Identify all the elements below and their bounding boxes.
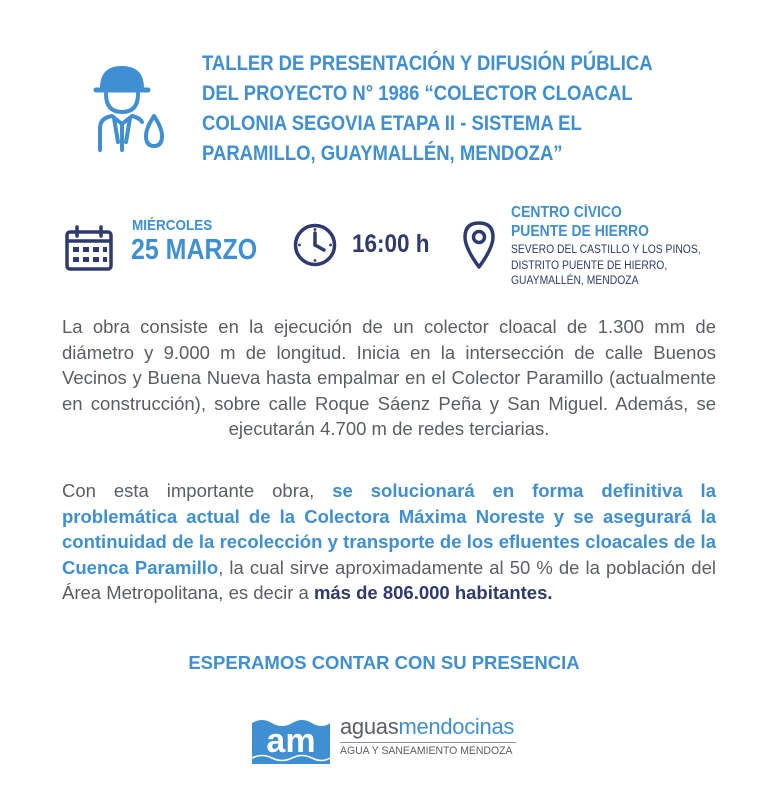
address-line: DISTRITO PUENTE DE HIERRO,: [511, 259, 668, 272]
address-line: GUAYMALLÉN, MENDOZA: [511, 275, 639, 287]
event-day-name: MIÉRCOLES: [132, 217, 213, 234]
logo-wordmark: [340, 714, 514, 740]
closing-invitation: ESPERAMOS CONTAR CON SU PRESENCIA: [188, 652, 580, 673]
location-pin-icon: [462, 220, 496, 270]
clock-icon: [292, 222, 338, 268]
venue-line: CENTRO CÍVICO: [511, 204, 622, 221]
worker-with-water-drop-icon: [88, 62, 170, 154]
impact-text: , la cual sirve aproximadamente al 50 % de la población del Área Metropolitana, es decir a: [62, 556, 716, 603]
venue-line: PUENTE DE HIERRO: [511, 223, 649, 240]
address-line: SEVERO DEL CASTILLO Y LOS PINOS,: [511, 244, 701, 256]
title-line: COLONIA SEGOVIA ETAPA II - SISTEMA EL: [202, 111, 582, 135]
title-line: TALLER DE PRESENTACIÓN Y DIFUSIÓN PÚBLICA: [202, 51, 653, 75]
impact-highlight: se solucionará en forma definitiva la problemática actual de la Colectora Máxima Noreste y se asegurará la continuidad de la recolección y transporte de los efluentes cloacales de la Cuenca Paramillo: [62, 480, 716, 578]
project-impact: [62, 478, 716, 606]
calendar-icon: [64, 224, 114, 272]
logo-word-mendocinas: mendocinas: [398, 714, 515, 739]
event-venue: [511, 203, 649, 241]
logo-tagline: AGUA Y SANEAMIENTO MENDOZA: [340, 745, 513, 757]
event-address: [511, 243, 701, 290]
impact-text: Con esta importante obra,: [62, 480, 333, 501]
aguas-mendocinas-logo: [252, 712, 522, 770]
event-title: [202, 48, 666, 168]
event-date: 25 MARZO: [131, 234, 258, 266]
event-time: 16:00 h: [352, 230, 430, 258]
logo-divider: [340, 742, 516, 743]
title-line: PARAMILLO, GUAYMALLÉN, MENDOZA”: [202, 141, 563, 165]
title-line: DEL PROYECTO N° 1986 “COLECTOR CLOACAL: [202, 81, 633, 105]
logo-mark-letters: am: [266, 722, 316, 760]
population-highlight: más de 806.000 habitantes.: [313, 582, 553, 603]
logo-word-aguas: aguas: [340, 714, 399, 739]
am-logo-mark: [252, 712, 330, 764]
project-description: La obra consiste en la ejecución de un colector cloacal de 1.300 mm de diámetro y 9.000 m de longitud. Inicia en la intersección de calle Buenos Vecinos y Buena Nueva hasta empalmar en el Colector Paramillo (actualmente en construcción), sobre calle Roque Sáenz Peña y San Miguel. Además, se ejecutarán 4.700 m de redes terciarias.: [62, 316, 716, 439]
